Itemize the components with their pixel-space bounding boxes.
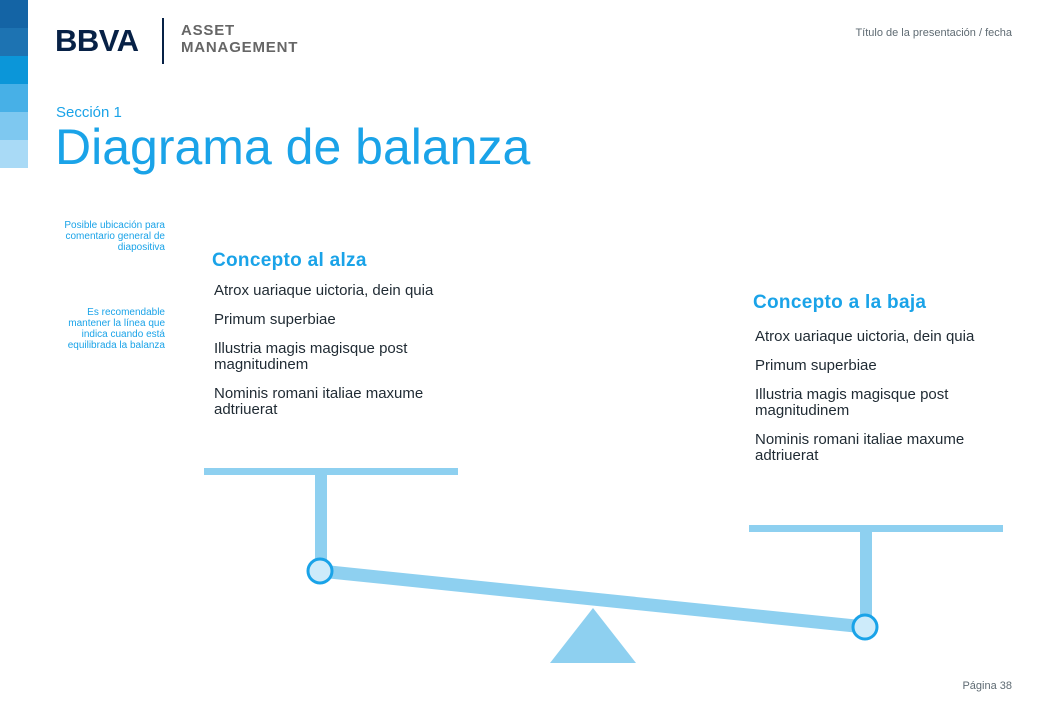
fulcrum bbox=[550, 608, 636, 663]
logo-line-1: ASSET bbox=[181, 22, 236, 39]
slide-title: Diagrama de balanza bbox=[55, 119, 531, 175]
presentation-title: Título de la presentación / fecha bbox=[855, 27, 1012, 39]
concept-down-list bbox=[755, 329, 985, 477]
right-platform bbox=[749, 525, 1003, 532]
concept-down-item: Nominis romani italiae maxume adtriuerat bbox=[755, 431, 965, 464]
concept-down-item: Primum superbiae bbox=[755, 357, 877, 374]
side-note-comment: Posible ubicación para comentario general de diapositiva bbox=[64, 220, 165, 253]
section-label: Sección 1 bbox=[56, 104, 122, 121]
concept-down-item: Illustria magis magisque post magnitudinem bbox=[755, 386, 949, 419]
concept-up-list bbox=[214, 283, 444, 431]
logo-line-2: MANAGEMENT bbox=[181, 39, 299, 56]
concept-up-item: Primum superbiae bbox=[214, 311, 336, 328]
concept-down-title: Concepto a la baja bbox=[753, 292, 927, 313]
right-pivot bbox=[853, 615, 877, 639]
concept-up-item: Atrox uariaque uictoria, dein quia bbox=[214, 282, 434, 299]
page-number: Página 38 bbox=[962, 680, 1012, 692]
concept-down-item: Atrox uariaque uictoria, dein quia bbox=[755, 328, 975, 345]
left-post bbox=[315, 475, 327, 572]
left-pivot bbox=[308, 559, 332, 583]
left-platform bbox=[204, 468, 458, 475]
concept-up-item: Nominis romani italiae maxume adtriuerat bbox=[214, 385, 424, 418]
logo-brand: BBVA bbox=[55, 23, 139, 58]
concept-up-title: Concepto al alza bbox=[212, 250, 367, 271]
right-post bbox=[860, 532, 872, 627]
side-note-recommendation: Es recomendable mantener la línea que indica cuando está equilibrada la balanza bbox=[67, 307, 165, 351]
concept-up-item: Illustria magis magisque post magnitudinem bbox=[214, 340, 408, 373]
